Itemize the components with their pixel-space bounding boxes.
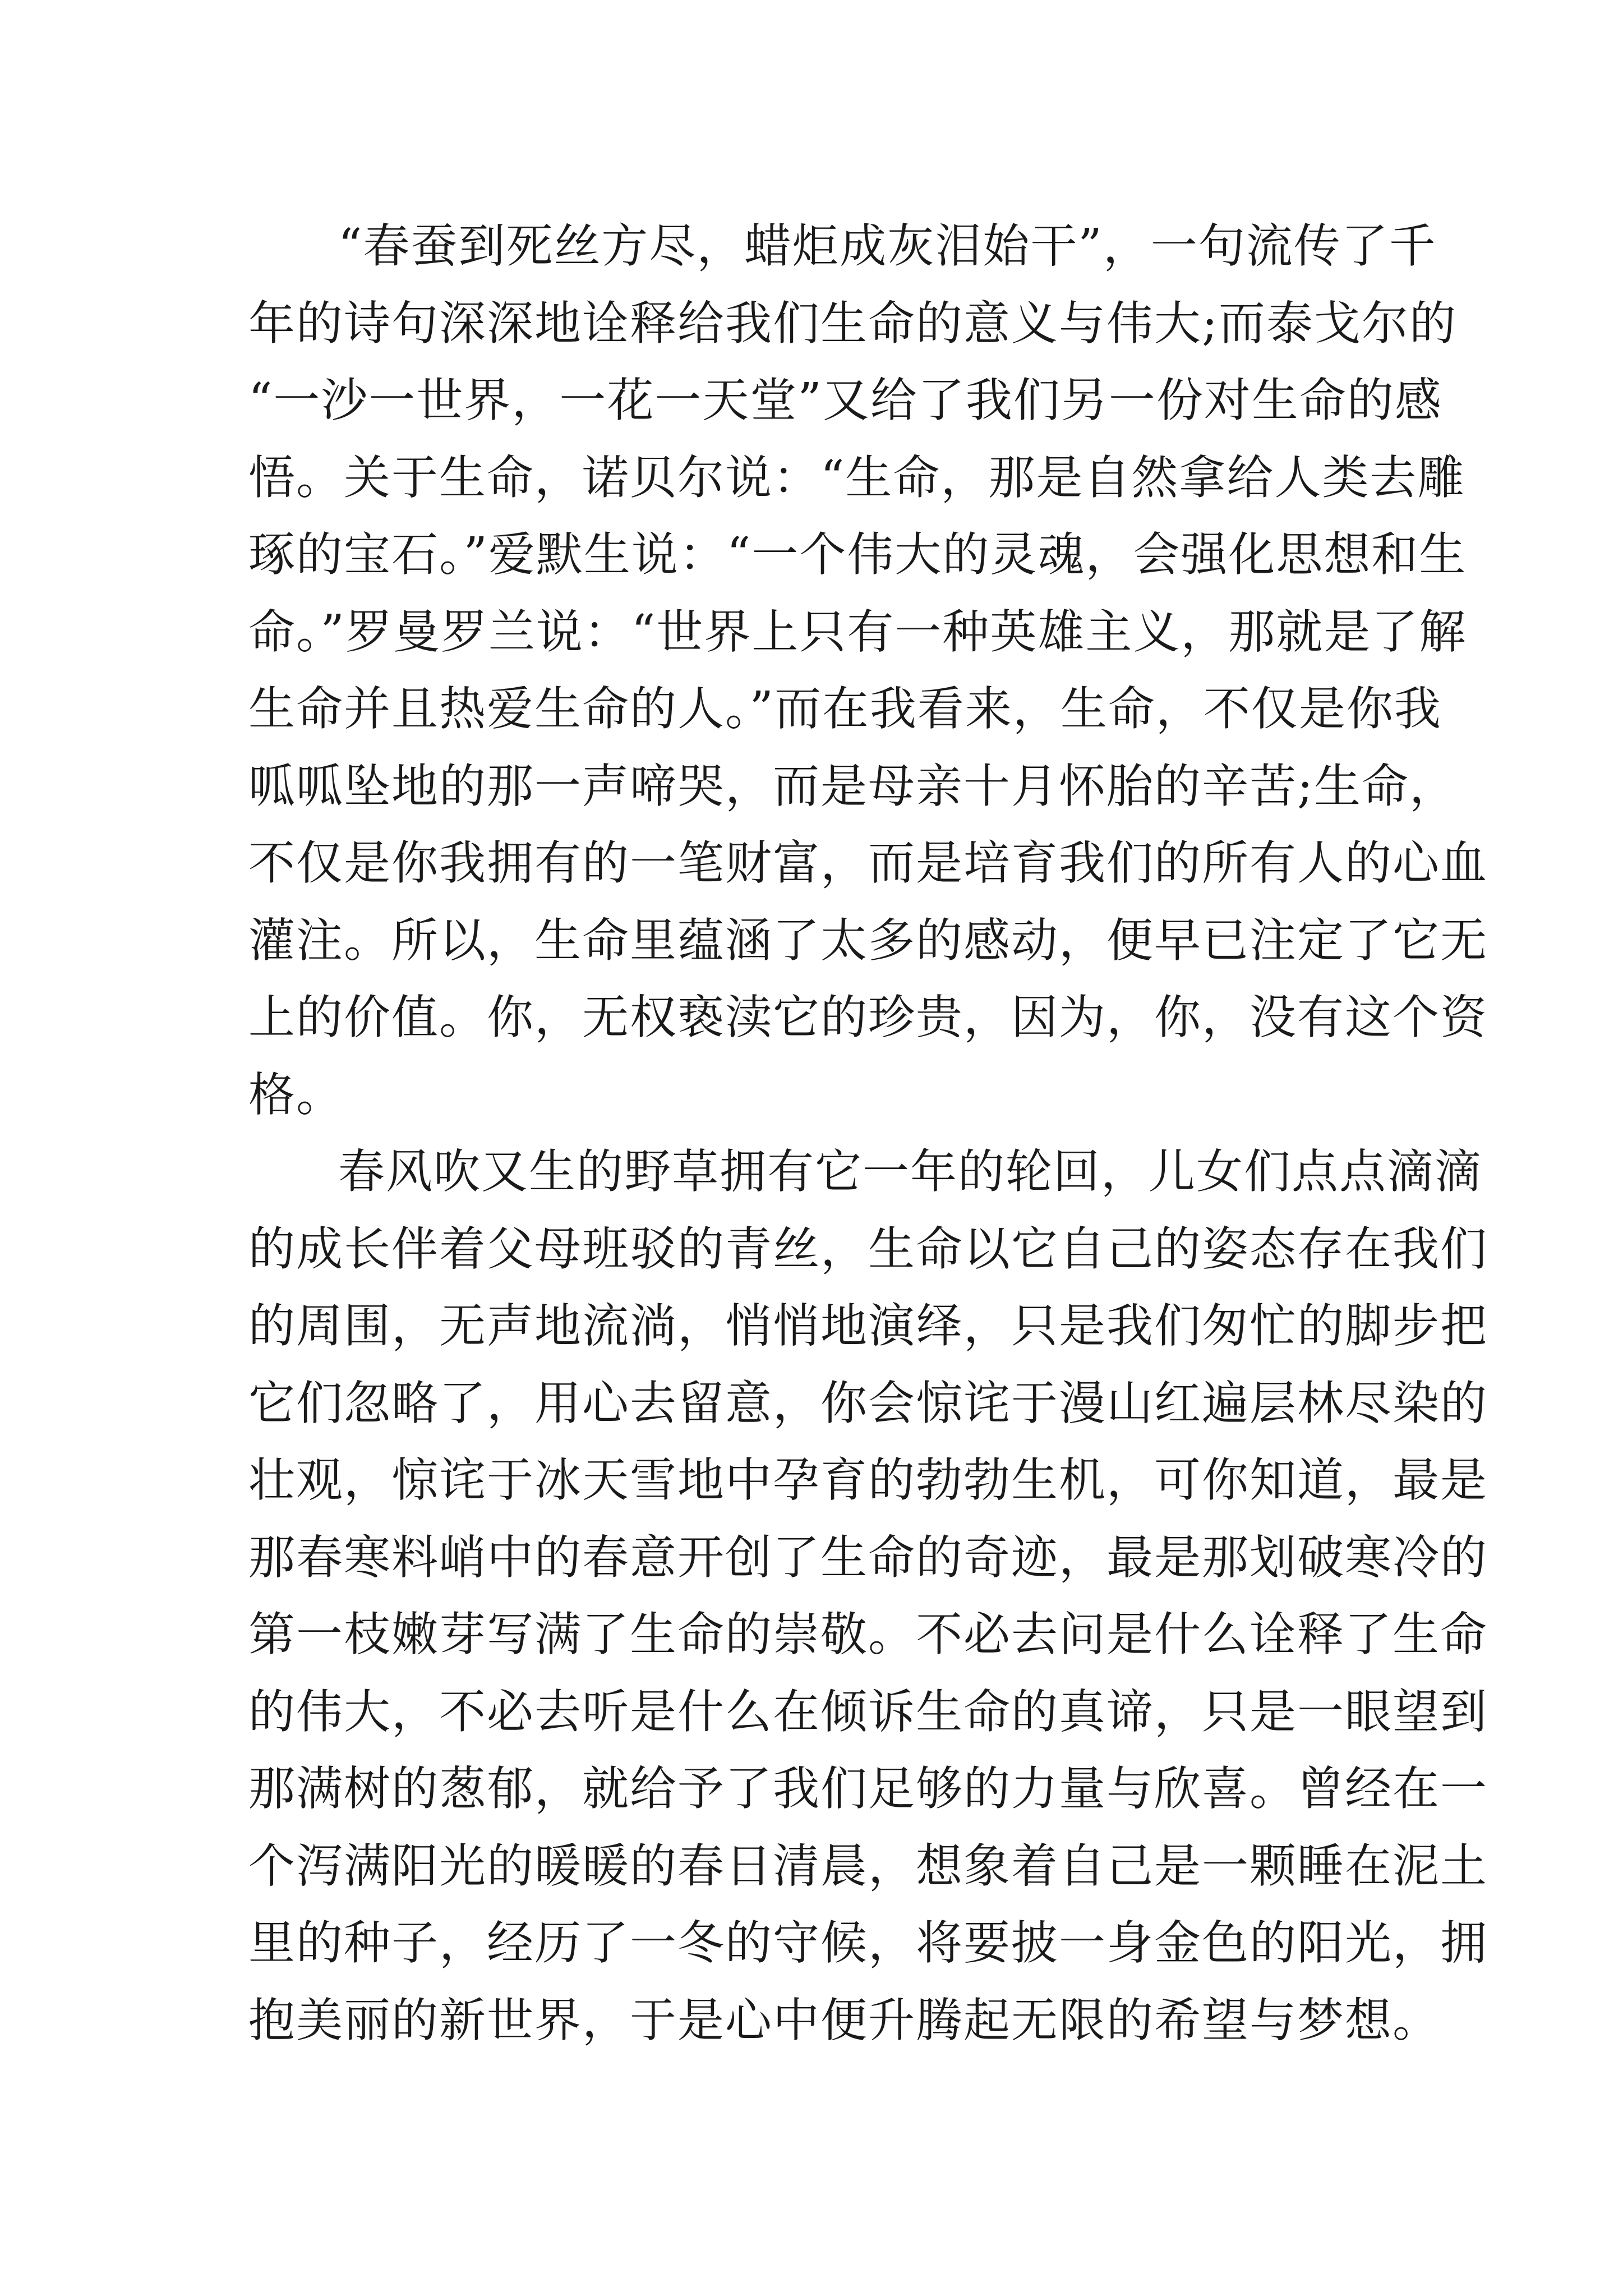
paragraph-line: 上的价值。你，无权亵渎它的珍贵，因为，你，没有这个资 xyxy=(248,990,1488,1045)
paragraph-line: 年的诗句深深地诠释给我们生命的意义与伟大;而泰戈尔的 xyxy=(248,296,1457,351)
paragraph-line: 的成长伴着父母班驳的青丝，生命以它自己的姿态存在我们 xyxy=(248,1221,1488,1276)
paragraph-2 xyxy=(248,1133,1488,2059)
paragraph-line: 的周围，无声地流淌，悄悄地演绎，只是我们匆忙的脚步把 xyxy=(248,1299,1488,1353)
paragraph-line: “一沙一世界，一花一天堂”又给了我们另一份对生命的感 xyxy=(248,373,1442,427)
paragraph-line: 它们忽略了，用心去留意，你会惊诧于漫山红遍层林尽染的 xyxy=(248,1375,1488,1430)
document-body xyxy=(248,208,1488,2059)
paragraph-line: 悟。关于生命，诺贝尔说：“生命，那是自然拿给人类去雕 xyxy=(248,450,1465,505)
paragraph-line: 命。”罗曼罗兰说：“世界上只有一种英雄主义，那就是了解 xyxy=(248,604,1467,659)
paragraph-line: 生命并且热爱生命的人。”而在我看来，生命，不仅是你我 xyxy=(248,682,1442,736)
paragraph-line: 那满树的葱郁，就给予了我们足够的力量与欣喜。曾经在一 xyxy=(248,1761,1488,1816)
paragraph-line: 个泻满阳光的暖暖的春日清晨，想象着自己是一颗睡在泥土 xyxy=(248,1838,1488,1893)
paragraph-line: 春风吹又生的野草拥有它一年的轮回，儿女们点点滴滴 xyxy=(338,1144,1482,1199)
paragraph-line: 那春寒料峭中的春意开创了生命的奇迹，最是那划破寒冷的 xyxy=(248,1530,1488,1585)
paragraph-line: 格。 xyxy=(248,1067,344,1122)
paragraph-line: 的伟大，不必去听是什么在倾诉生命的真谛，只是一眼望到 xyxy=(248,1684,1488,1739)
paragraph-line: 琢的宝石。”爱默生说：“一个伟大的灵魂，会强化思想和生 xyxy=(248,527,1467,582)
paragraph-line: 里的种子，经历了一冬的守候，将要披一身金色的阳光，拥 xyxy=(248,1916,1488,1970)
paragraph-line: “春蚕到死丝方尽，蜡炬成灰泪始干”，一句流传了千 xyxy=(338,219,1437,273)
paragraph-line: 抱美丽的新世界，于是心中便升腾起无限的希望与梦想。 xyxy=(248,1993,1440,2047)
paragraph-line: 呱呱坠地的那一声啼哭，而是母亲十月怀胎的辛苦;生命， xyxy=(248,758,1457,813)
paragraph-line: 不仅是你我拥有的一笔财富，而是培育我们的所有人的心血 xyxy=(248,836,1488,890)
paragraph-line: 壮观，惊诧于冰天雪地中孕育的勃勃生机，可你知道，最是 xyxy=(248,1453,1488,1507)
paragraph-1 xyxy=(248,208,1488,1133)
paragraph-line: 第一枝嫩芽写满了生命的崇敬。不必去问是什么诠释了生命 xyxy=(248,1607,1488,1662)
paragraph-line: 灌注。所以，生命里蕴涵了太多的感动，便早已注定了它无 xyxy=(248,913,1488,968)
